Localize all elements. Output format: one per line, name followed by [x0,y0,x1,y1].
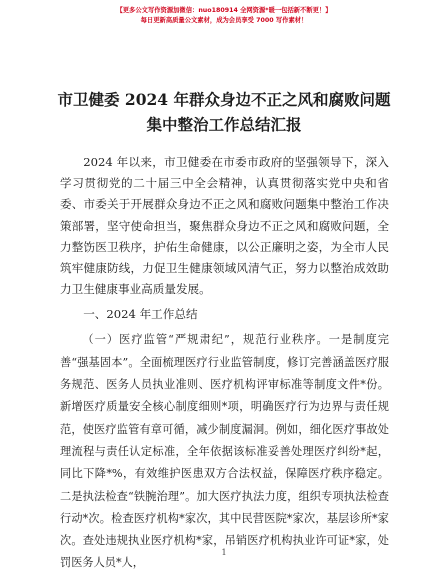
document-title-line-2: 集中整治工作总结汇报 [146,115,302,134]
document-body [60,152,389,575]
page-number: 1 [221,548,227,557]
promo-banner [0,6,448,26]
document-title [0,87,448,137]
section-heading: 一、2024 年工作总结 [83,307,198,322]
document-title-line-1: 市卫健委 2024 年群众身边不正之风和腐败问题 [57,90,391,109]
promo-banner-line-2: 每日更新高质量公文素材，成为会员享受 7000 写作素材！ [140,17,308,24]
section-paragraph: （一）医疗监管“严规肃纪”，规范行业秩序。一是制度完善“强基固本”。全面梳理医疗行业监管制度，修订完善涵盖医疗服务规范、医务人员执业准则、医疗机构评审标准等制度文件*份。新增医疗质量安全核心制度细则*项，明确医疗行为边界与责任规范，使医疗监管有章可循，减少制度漏洞。例如，细化医疗事故处理流程与责任认定标准，全年依据该标准妥善处理医疗纠纷*起，同比下降*%，有效维护医患双方合法权益，保障医疗秩序稳定。二是执法检查“铁腕治理”。加大医疗执法力度，组织专项执法检查行动*次。检查医疗机构*家次，其中民营医院*家次，基层诊所*家次。查处违规执业医疗机构*家，吊销医疗机构执业许可证*家，处罚医务人员*人， [60,333,389,570]
intro-paragraph: 2024 年以来，市卫健委在市委市政府的坚强领导下，深入学习贯彻党的二十届三中全会精神，认真贯彻落实党中央和省委、市委关于开展群众身边不正之风和腐败问题集中整治工作决策部署，坚守使命担当，聚焦群众身边不正之风和腐败问题，全力整饬医卫秩序，护佑生命健康，以公正廉明之姿，为全市人民筑牢健康防线，力促卫生健康领域风清气正，努力以整治成效助力卫生健康事业高质量发展。 [60,155,389,297]
promo-banner-line-1: 【更多公文写作资源加微信：nuo180914 全网资源*暖一包括新不断更！】 [116,7,332,14]
